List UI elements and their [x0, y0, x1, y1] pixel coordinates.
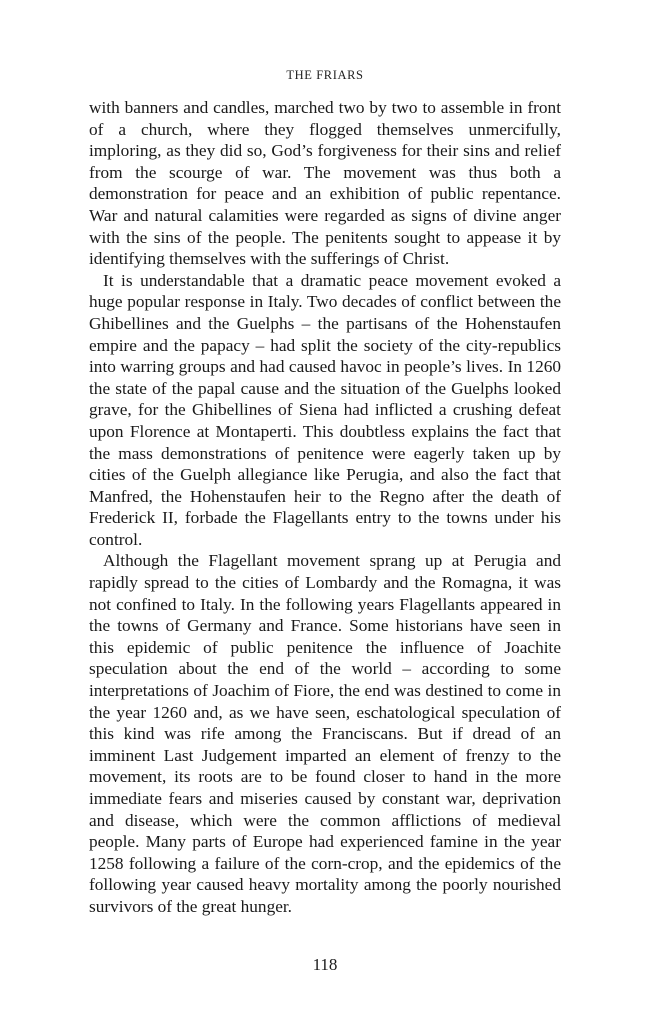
page-number: 118: [312, 955, 338, 974]
paragraph-peace-movement: It is understandable that a dramatic peace movement evoked a huge popular response in Italy. Two decades of conflict between the Ghibellines and the Guelphs – the partisans of the Hohenstaufen empire and the papacy – had split the society of the city-republics into warring groups and had caused havoc in people’s lives. In 1260 the state of the papal cause and the situation of the Guelphs looked grave, for the Ghibellines of Siena had inflicted a crushing defeat upon Florence at Montaperti. This doubtless explains the fact that the mass demonstrations of penitence were eagerly taken up by cities of the Guelph allegiance like Perugia, and also the fact that Manfred, the Hohenstaufen heir to the Regno after the death of Frederick II, forbade the Flagellants entry to the towns under his control.: [89, 270, 561, 549]
running-head: THE FRIARS: [286, 68, 364, 82]
paragraph-continued: with banners and candles, marched two by two to assemble in front of a church, where they flogged themselves unmercifully, imploring, as they did so, God’s forgiveness for their sins and relief from the scourge of war. The movement was thus both a demonstration for peace and an exhibition of public repentance. War and natural calamities were regarded as signs of divine anger with the sins of the people. The penitents sought to appease it by identifying themselves with the sufferings of Christ.: [89, 98, 561, 269]
paragraph-flagellant-spread: Although the Flagellant movement sprang up at Perugia and rapidly spread to the cities of Lombardy and the Romagna, it was not confined to Italy. In the following years Flagellants appeared in the towns of Germany and France. Some historians have seen in this epidemic of public penitence the influence of Joachite speculation about the end of the world – according to some interpretations of Joachim of Fiore, the end was destined to come in the year 1260 and, as we have seen, eschatological speculation of this kind was rife among the Franciscans. But if dread of an imminent Last Judgement imparted an element of frenzy to the movement, its roots are to be found closer to hand in the more immediate fears and miseries caused by constant war, deprivation and disease, which were the common afflictions of medieval people. Many parts of Europe had experienced famine in the year 1258 following a failure of the corn-crop, and the epidemics of the following year caused heavy mortality among the poorly nourished survivors of the great hunger.: [89, 551, 561, 916]
body-text: [89, 97, 561, 918]
